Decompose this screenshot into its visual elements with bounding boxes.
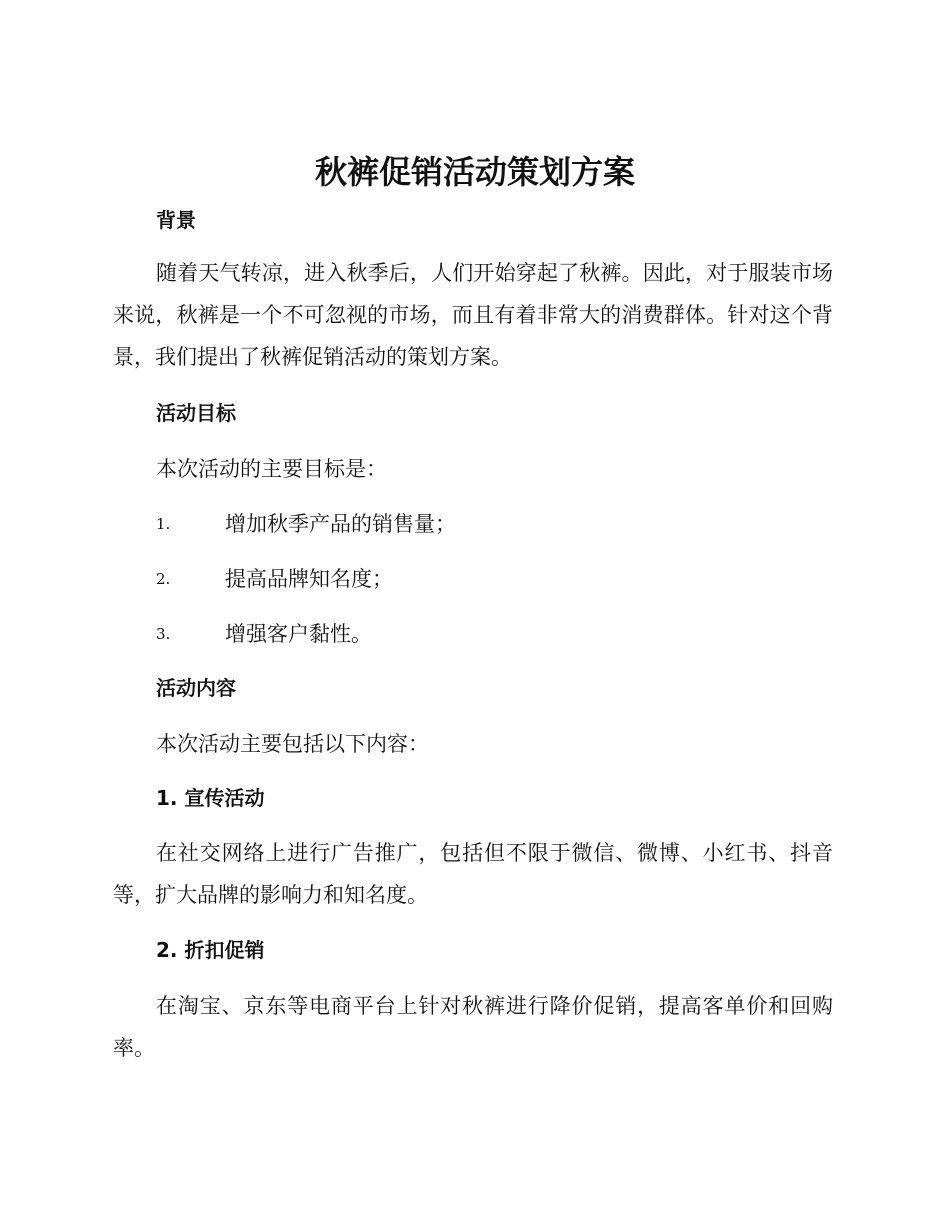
- goals-intro: 本次活动的主要目标是：: [156, 457, 387, 481]
- document-title: 秋裤促销活动策划方案: [314, 153, 635, 191]
- list-number: 1.: [156, 515, 171, 533]
- subsection-heading-promotion: 1. 宣传活动: [156, 786, 265, 810]
- subsection-heading-discount: 2. 折扣促销: [156, 938, 265, 962]
- list-number: 2.: [156, 570, 171, 588]
- section-heading-content: 活动内容: [156, 676, 236, 700]
- list-item-text: 提高品牌知名度；: [225, 567, 393, 591]
- promotion-paragraph: 在社交网络上进行广告推广，包括但不限于微信、微博、小红书、抖音等，扩大品牌的影响力和知名度。: [113, 841, 833, 907]
- list-number: 3.: [156, 625, 171, 643]
- content-intro: 本次活动主要包括以下内容：: [156, 732, 429, 756]
- list-item-text: 增加秋季产品的销售量；: [225, 512, 456, 536]
- section-heading-background: 背景: [156, 208, 196, 232]
- background-paragraph: 随着天气转凉，进入秋季后，人们开始穿起了秋裤。因此，对于服装市场来说，秋裤是一个不可忽视的市场，而且有着非常大的消费群体。针对这个背景，我们提出了秋裤促销活动的策划方案。: [113, 261, 833, 369]
- discount-paragraph: 在淘宝、京东等电商平台上针对秋裤进行降价促销，提高客单价和回购率。: [113, 994, 833, 1060]
- section-heading-goals: 活动目标: [156, 401, 236, 425]
- list-item-text: 增强客户黏性。: [225, 622, 372, 646]
